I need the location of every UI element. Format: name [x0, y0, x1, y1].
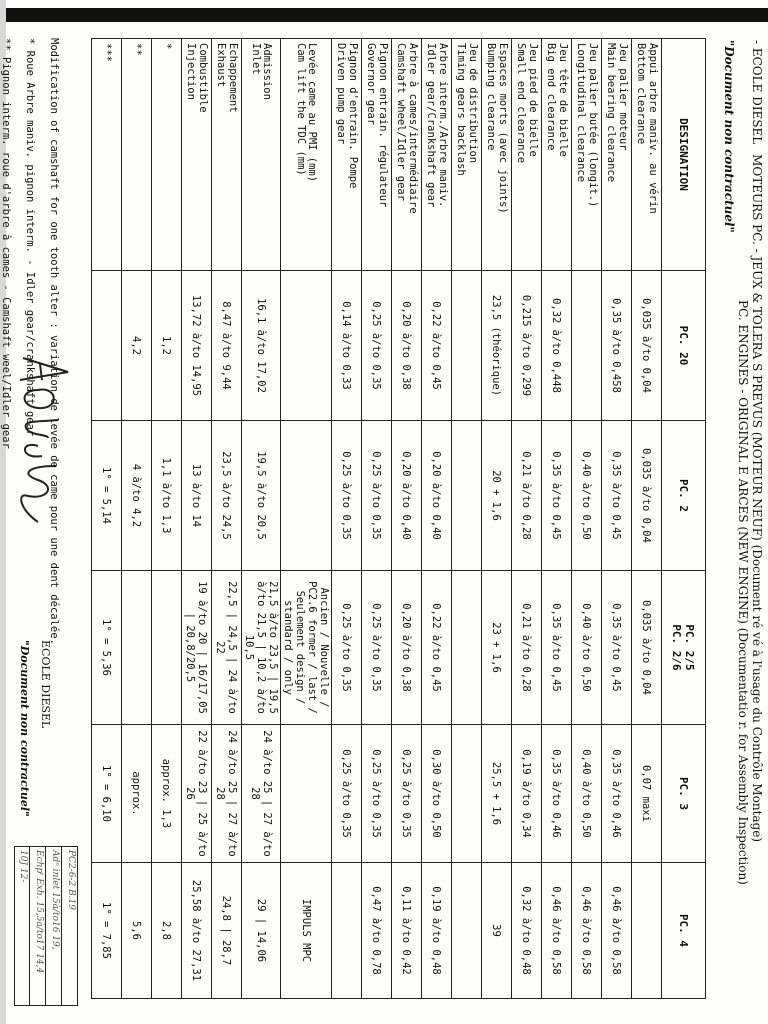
header-line-1 [750, 40, 764, 1000]
value-cell: 0,35 à/to 0,45 [542, 571, 572, 725]
value-cell: 0,22 à/to 0,45 [422, 571, 452, 725]
non-contractual-note: "Document non contractuel" [722, 40, 736, 233]
table-row [422, 39, 452, 999]
value-cell: 0,20 à/to 0,38 [392, 271, 422, 421]
value-cell: 23 + 1,6 [482, 571, 512, 725]
table-row [122, 39, 152, 999]
col-header-pc25-pc26: PC. 2/5 PC. 2/6 [662, 571, 706, 725]
value-cell: 19 à/to 20 | 16/17,05 | 20,8/20,5 [182, 571, 212, 725]
value-cell [452, 863, 482, 999]
value-cell: 0,215 à/to 0,299 [512, 271, 542, 421]
value-cell: approx. 1,3 [152, 725, 182, 863]
value-cell: 19,5 à/to 20,5 [242, 421, 281, 571]
col-header-pc4: PC. 4 [662, 863, 706, 999]
value-cell: 0,35 à/to 0,45 [542, 421, 572, 571]
value-cell [152, 571, 182, 725]
table-row [602, 39, 632, 999]
stamp-row-2: Adⁿ inlet 15à/to16 19, [45, 847, 61, 1005]
col-header-pc20: PC. 20 [662, 271, 706, 421]
designation-cell: Jeu pied de bielle Small end clearance [512, 39, 542, 271]
value-cell: 0,11 à/to 0,42 [392, 863, 422, 999]
value-cell: 0,35 à/to 0,46 [542, 725, 572, 863]
value-cell: 0,21 à/to 0,28 [512, 571, 542, 725]
value-cell: 0,40 à/to 0,50 [572, 725, 602, 863]
designation-cell: Arbre à cames/intermédiaire Camshaft wheel/Idler gear [392, 39, 422, 271]
value-cell: 5,6 [122, 863, 152, 999]
value-cell: 22 à/to 23 | 25 à/to 26 [182, 725, 212, 863]
designation-cell: Jeu palier moteur Main bearing clearance [602, 39, 632, 271]
value-cell [572, 271, 602, 421]
value-cell [452, 421, 482, 571]
designation-cell: Pignon d'entrain. Pompe Driven pump gear [332, 39, 362, 271]
designation-cell: Echappement Exhaust [212, 39, 242, 271]
value-cell [281, 725, 332, 863]
designation-cell: Pignon entrain. régulateur Governor gear [362, 39, 392, 271]
value-cell: 0,25 à/to 0,35 [332, 571, 362, 725]
value-cell: 0,35 à/to 0,45 [602, 421, 632, 571]
col-header-pc2: PC. 2 [662, 421, 706, 571]
value-cell: 0,035 à/to 0,04 [632, 421, 662, 571]
table-row [281, 39, 332, 999]
value-cell: 0,07 maxi [632, 725, 662, 863]
designation-cell: Espaces morts (avec joints) Bumping clearance [482, 39, 512, 271]
footnote-3: ** Pignon interm. roue d'arbre à cames - Camshaft weel/Idler gear [0, 38, 12, 449]
stamp-row-4: 10J 12- [18, 850, 28, 883]
value-cell: 23,5 à/to 24,5 [212, 421, 242, 571]
value-cell: 21,5 à/to 23,5 | 19,5 à/to 21,5 | 10,2 à/to 10,5 [242, 571, 281, 725]
value-cell: 0,46 à/to 0,58 [542, 863, 572, 999]
value-cell: 29 | 14,06 [242, 863, 281, 999]
value-cell: 0,14 à/to 0,33 [332, 271, 362, 421]
table-row [92, 39, 122, 999]
value-cell: Ancien / Nouvelle / PC2.6 former / last / Seulement design / standard / only [281, 571, 332, 725]
footnote-1: Modification of camshaft for one tooth alter : variation de levée de came pour une dent décalée. [48, 38, 60, 645]
designation-cell: Admission Inlet [242, 39, 281, 271]
value-cell: 0,21 à/to 0,28 [512, 421, 542, 571]
value-cell: approx. [122, 725, 152, 863]
stamp-row-3: Echpᵗ Exh. 15,5à/to17 14,4 [29, 847, 45, 1005]
value-cell: 24,8 | 28,7 [212, 863, 242, 999]
value-cell: 22,5 | 24,5 | 24 à/to 22 [212, 571, 242, 725]
table-row [152, 39, 182, 999]
value-cell [92, 271, 122, 421]
designation-cell: Levée came au PMI (mm) Cam lift the TDC (mm) [281, 39, 332, 271]
header-title-en: PC. ENGINES - ORIGINAL E ARCES (NEW ENGINE) (Documentatio r. for Assembly Inspection) [736, 300, 750, 885]
designation-cell: Jeu tête de bielle Big end clearance [542, 39, 572, 271]
value-cell: 0,40 à/to 0,50 [572, 421, 602, 571]
value-cell: 1° = 5,36 [92, 571, 122, 725]
value-cell: 2,8 [152, 863, 182, 999]
value-cell: 0,20 à/to 0,38 [392, 571, 422, 725]
value-cell: 0,25 à/to 0,35 [392, 725, 422, 863]
value-cell: 0,35 à/to 0,46 [602, 725, 632, 863]
value-cell: 20 + 1,6 [482, 421, 512, 571]
table-body [92, 39, 662, 999]
header-title-fr: MOTEURS PC. - JEUX & TOLERA S PREVUS (MOTEUR NEUF) (Document ré vé à l'usage du Contrôle Montage) [750, 154, 764, 843]
value-cell: 25,58 à/to 27,31 [182, 863, 212, 999]
value-cell [452, 571, 482, 725]
footer-non-contractual: "Document non contractuel" [18, 640, 31, 817]
value-cell [122, 571, 152, 725]
value-cell [281, 271, 332, 421]
value-cell: 23,5 (théorique) [482, 271, 512, 421]
value-cell: 1,2 [152, 271, 182, 421]
value-cell: 0,19 à/to 0,48 [422, 863, 452, 999]
document-header [722, 40, 764, 1000]
col-header-pc3: PC. 3 [662, 725, 706, 863]
value-cell: 25,5 + 1,6 [482, 725, 512, 863]
value-cell: 4,2 [122, 271, 152, 421]
designation-cell: Jeu palier butée (longit.) Longitudinal clearance [572, 39, 602, 271]
value-cell: 1,1 à/to 1,3 [152, 421, 182, 571]
value-cell [281, 421, 332, 571]
designation-cell: * [152, 39, 182, 271]
designation-cell: *** [92, 39, 122, 271]
footer [18, 640, 52, 817]
stamp-row-1: PC2-6-2 B.19 [61, 847, 77, 1005]
value-cell: 0,46 à/to 0,58 [602, 863, 632, 999]
value-cell: IMPULS MPC [281, 863, 332, 999]
table-row [332, 39, 362, 999]
value-cell: 0,22 à/to 0,45 [422, 271, 452, 421]
value-cell [332, 863, 362, 999]
value-cell [452, 725, 482, 863]
value-cell: 24 à/to 25 | 27 à/to 28 [242, 725, 281, 863]
table-row [392, 39, 422, 999]
value-cell: 13 à/to 14 [182, 421, 212, 571]
value-cell: 8,47 à/to 9,44 [212, 271, 242, 421]
value-cell: 0,30 à/to 0,50 [422, 725, 452, 863]
tolerance-table [91, 38, 706, 999]
value-cell: 0,25 à/to 0,35 [362, 421, 392, 571]
designation-cell: ** [122, 39, 152, 271]
value-cell: 0,40 à/to 0,50 [572, 571, 602, 725]
value-cell: 0,25 à/to 0,35 [362, 725, 392, 863]
table-row [212, 39, 242, 999]
table-row [542, 39, 572, 999]
value-cell: 0,35 à/to 0,458 [602, 271, 632, 421]
designation-cell: Appui arbre maniv. au vérin Bottom clearance [632, 39, 662, 271]
table-row [362, 39, 392, 999]
table-header-row [662, 39, 706, 999]
table-row [632, 39, 662, 999]
table-row [182, 39, 212, 999]
table-row [452, 39, 482, 999]
value-cell: 0,32 à/to 0,48 [512, 863, 542, 999]
rotated-document [0, 20, 768, 1020]
value-cell: 0,25 à/to 0,35 [332, 725, 362, 863]
value-cell: 4 à/to 4,2 [122, 421, 152, 571]
footnote-2: * Roue Arbre maniv. pignon interm. - Idler gear/crankshaft gear [24, 38, 36, 437]
designation-cell: Jeu de distribution Timing gears backlash [452, 39, 482, 271]
value-cell [632, 863, 662, 999]
value-cell: 0,25 à/to 0,35 [362, 271, 392, 421]
col-header-designation: DESIGNATION [662, 39, 706, 271]
value-cell: 1° = 6,10 [92, 725, 122, 863]
designation-cell: Combustible Injection [182, 39, 212, 271]
value-cell: 1° = 7,85 [92, 863, 122, 999]
value-cell: 0,20 à/to 0,40 [392, 421, 422, 571]
value-cell: 39 [482, 863, 512, 999]
footer-school: ECOLE DIESEL [39, 640, 52, 729]
value-cell: 0,19 à/to 0,34 [512, 725, 542, 863]
handwritten-stamp-box [14, 846, 78, 1006]
value-cell: 0,46 à/to 0,58 [572, 863, 602, 999]
value-cell: 16,1 à/to 17,02 [242, 271, 281, 421]
value-cell: 0,035 à/to 0,04 [632, 271, 662, 421]
value-cell: 13,72 à/to 14,95 [182, 271, 212, 421]
table-row [572, 39, 602, 999]
value-cell: 24 à/to 25 | 27 à/to 28 [212, 725, 242, 863]
value-cell: 0,035 à/to 0,04 [632, 571, 662, 725]
value-cell: 0,47 à/to 0,78 [362, 863, 392, 999]
designation-cell: Arbre interm./Arbre maniv. Idler gear/Crankshaft gear [422, 39, 452, 271]
table-row [482, 39, 512, 999]
value-cell: 1° = 5,14 [92, 421, 122, 571]
table-row [512, 39, 542, 999]
value-cell: 0,32 à/to 0,448 [542, 271, 572, 421]
value-cell: 0,35 à/to 0,45 [602, 571, 632, 725]
header-school: - ECOLE DIESEL [750, 40, 764, 145]
value-cell: 0,20 à/to 0,40 [422, 421, 452, 571]
value-cell: 0,25 à/to 0,35 [332, 421, 362, 571]
table-row [242, 39, 281, 999]
value-cell: 0,25 à/to 0,35 [362, 571, 392, 725]
value-cell [452, 271, 482, 421]
